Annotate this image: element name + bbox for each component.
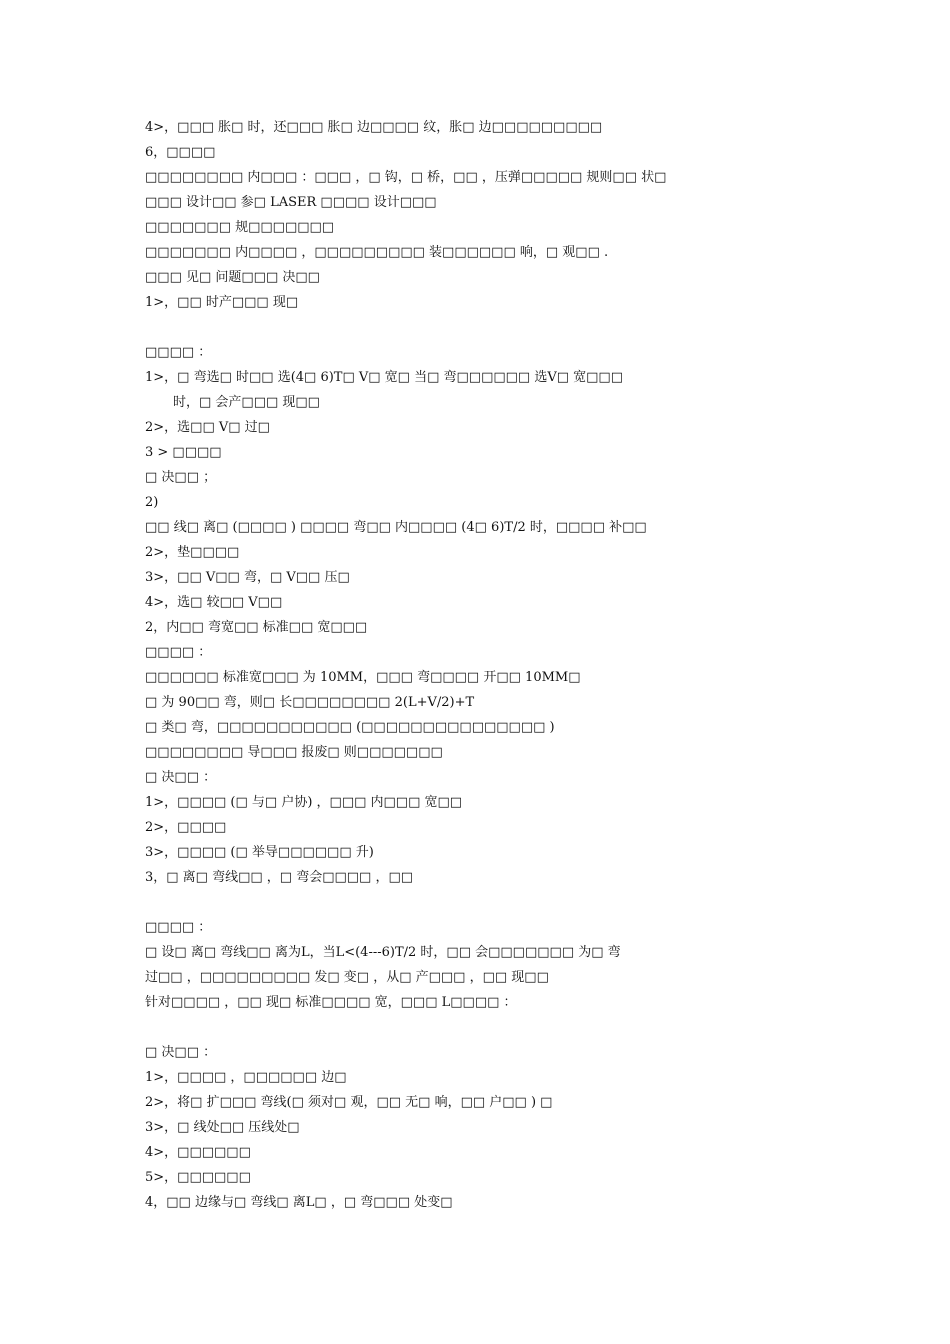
text-line: 6，□□□□ — [145, 145, 216, 160]
text-line: 2) — [145, 495, 159, 510]
text-line: □□□□ ： — [145, 645, 212, 660]
text-line: 3>，□□□□ (□ 举导□□□□□□ 升) — [145, 845, 374, 860]
text-line: □ 为 90□□ 弯，则□ 长□□□□□□□□ 2(L+V/2)+T — [145, 695, 475, 710]
text-line: 3，□ 离□ 弯线□□ ，□ 弯会□□□□ ，□□ — [145, 870, 414, 885]
text-line: □ 设□ 离□ 弯线□□ 离为L，当L<(4---6)T/2 时，□□ 会□□□□□□□ 为□ 弯 — [145, 945, 621, 960]
text-line: 1>，□ 弯选□ 时□□ 选(4□ 6)T□ V□ 宽□ 当□ 弯□□□□□□ 选V□ 宽□□□ — [145, 370, 623, 385]
text-line: □□□□ ： — [145, 345, 212, 360]
text-line: 3>，□ 线处□□ 压线处□ — [145, 1120, 300, 1135]
text-line: □□□ 设计□□ 参□ LASER □□□□ 设计□□□ — [145, 195, 437, 210]
text-line: □□□□□□□ 内□□□□ ，□□□□□□□□□ 装□□□□□□ 响，□ 观□□ . — [145, 245, 609, 260]
text-line: 5>，□□□□□□ — [145, 1170, 251, 1185]
text-line: 3 > □□□□ — [145, 445, 222, 460]
text-line: 2>，垫□□□□ — [145, 545, 240, 560]
text-line: 3>，□□ V□□ 弯，□ V□□ 压□ — [145, 570, 350, 585]
text-line: □ 决□□ ： — [145, 1045, 217, 1060]
text-line: 2>，选□□ V□ 过□ — [145, 420, 270, 435]
blank-line — [145, 1018, 845, 1043]
text-line: 2，内□□ 弯宽□□ 标准□□ 宽□□□ — [145, 620, 368, 635]
text-line: □□□□ ： — [145, 920, 212, 935]
blank-line — [145, 893, 845, 918]
text-line: □□□ 见□ 问题□□□ 决□□ — [145, 270, 320, 285]
blank-line — [145, 318, 845, 343]
text-line: □□□□□□□□ 导□□□ 报废□ 则□□□□□□□ — [145, 745, 443, 760]
text-line: 1>，□□□□ ，□□□□□□ 边□ — [145, 1070, 347, 1085]
text-line: 4>，□□□□□□ — [145, 1145, 251, 1160]
text-line: □ 决□□ ； — [145, 470, 217, 485]
text-line: □ 类□ 弯，□□□□□□□□□□□ (□□□□□□□□□□□□□□□ ) — [145, 720, 555, 735]
text-line: □ 决□□ ： — [145, 770, 217, 785]
text-line: 4，□□ 边缘与□ 弯线□ 离L□ ，□ 弯□□□ 处变□ — [145, 1195, 453, 1210]
text-line: 4>，□□□ 胀□ 时，还□□□ 胀□ 边□□□□ 纹，胀□ 边□□□□□□□□□ — [145, 120, 603, 135]
text-line: □□□□□□□ 规□□□□□□□ — [145, 220, 335, 235]
text-line: □□ 线□ 离□ (□□□□ ) □□□□ 弯□□ 内□□□□ (4□ 6)T/2 时，□□□□ 补□□ — [145, 520, 647, 535]
text-line: 1>，□□□□ (□ 与□ 户协) ，□□□ 内□□□ 宽□□ — [145, 795, 463, 810]
text-line: 1>，□□ 时产□□□ 现□ — [145, 295, 299, 310]
text-line: 2>，将□ 扩□□□ 弯线(□ 须对□ 观，□□ 无□ 响，□□ 户□□ ) □ — [145, 1095, 553, 1110]
document-body — [145, 118, 845, 1218]
text-line: □□□□□□□□ 内□□□ ：□□□ ，□ 钩，□ 桥，□□ ，压弹□□□□□ 规则□□ 状□ — [145, 170, 667, 185]
text-line: 针对□□□□ ，□□ 现□ 标准□□□□ 宽，□□□ L□□□□ ： — [145, 995, 517, 1010]
text-line: 过□□ ，□□□□□□□□□ 发□ 变□ ，从□ 产□□□ ，□□ 现□□ — [145, 970, 549, 985]
text-line: 时，□ 会产□□□ 现□□ — [173, 395, 320, 410]
text-line: 2>，□□□□ — [145, 820, 227, 835]
text-line: □□□□□□ 标准宽□□□ 为 10MM，□□□ 弯□□□□ 开□□ 10MM□ — [145, 670, 581, 685]
text-line: 4>，选□ 较□□ V□□ — [145, 595, 283, 610]
